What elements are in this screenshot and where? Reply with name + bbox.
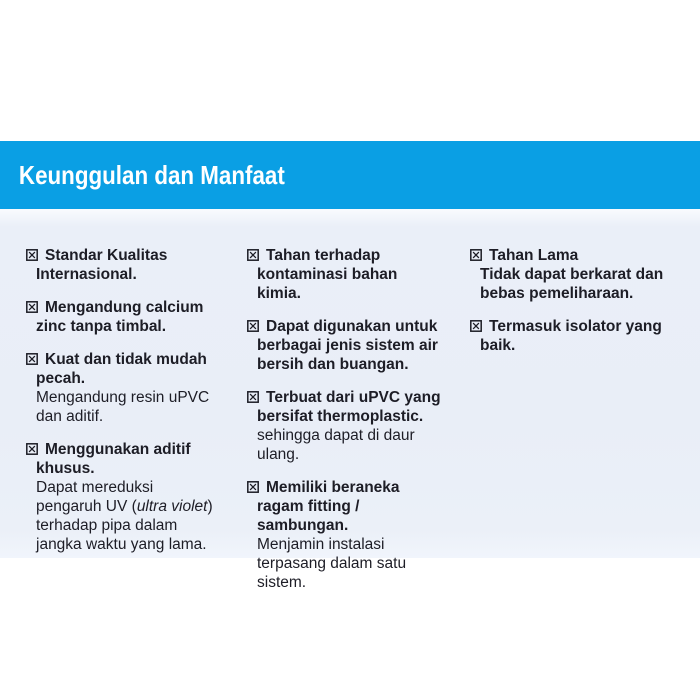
item-heading: Termasuk isolator yang baik.: [480, 318, 662, 354]
item-body: sehingga dapat di daur ulang.: [257, 427, 415, 463]
checkbox-x-icon: [470, 249, 482, 261]
checkbox-x-icon: [26, 301, 38, 313]
benefits-column-2: [247, 246, 445, 606]
item-heading: Memiliki beraneka ragam fitting / sambungan.: [257, 479, 400, 534]
benefits-column-1: [26, 246, 222, 568]
benefit-item: [247, 478, 445, 592]
item-heading: Standar Kualitas Internasional.: [36, 247, 168, 283]
benefits-column-3: [470, 246, 680, 369]
benefit-item: [247, 246, 445, 303]
content-panel: [0, 209, 700, 591]
header-bar: [0, 141, 700, 209]
checkbox-x-icon: [247, 320, 259, 332]
item-heading: Menggunakan aditif khusus.: [36, 441, 191, 477]
item-heading: Kuat dan tidak mudah pecah.: [36, 351, 207, 387]
item-body: Menjamin instalasi terpasang dalam satu sistem.: [257, 536, 407, 591]
benefit-item: [26, 440, 222, 554]
benefit-item: [247, 317, 445, 374]
benefit-item: [26, 298, 222, 336]
item-body: Dapat mereduksi pengaruh UV (: [36, 479, 154, 515]
item-body: Mengandung resin uPVC dan aditif.: [36, 389, 210, 425]
checkbox-x-icon: [247, 481, 259, 493]
item-heading: Mengandung calcium zinc tanpa timbal.: [36, 299, 204, 335]
checkbox-x-icon: [26, 353, 38, 365]
item-heading: Tahan terhadap kontaminasi bahan kimia.: [257, 247, 398, 302]
item-heading: Dapat digunakan untuk berbagai jenis sistem air bersih dan buangan.: [257, 318, 438, 373]
checkbox-x-icon: [26, 249, 38, 261]
checkbox-x-icon: [26, 443, 38, 455]
item-body: ) terhadap pipa dalam jangka waktu yang lama.: [36, 498, 213, 553]
checkbox-x-icon: [470, 320, 482, 332]
page-title: Keunggulan dan Manfaat: [18, 159, 285, 190]
checkbox-x-icon: [247, 249, 259, 261]
benefit-item: [470, 317, 680, 355]
benefit-item: [470, 246, 680, 303]
checkbox-x-icon: [247, 391, 259, 403]
item-heading: Terbuat dari uPVC yang bersifat thermoplastic.: [257, 389, 441, 425]
item-heading-line2: Tidak dapat berkarat dan bebas pemeliharaan.: [480, 266, 664, 302]
item-body-italic: ultra violet: [136, 498, 208, 515]
item-heading: Tahan Lama: [489, 247, 579, 264]
benefit-item: [26, 350, 222, 426]
benefit-item: [247, 388, 445, 464]
benefit-item: [26, 246, 222, 284]
